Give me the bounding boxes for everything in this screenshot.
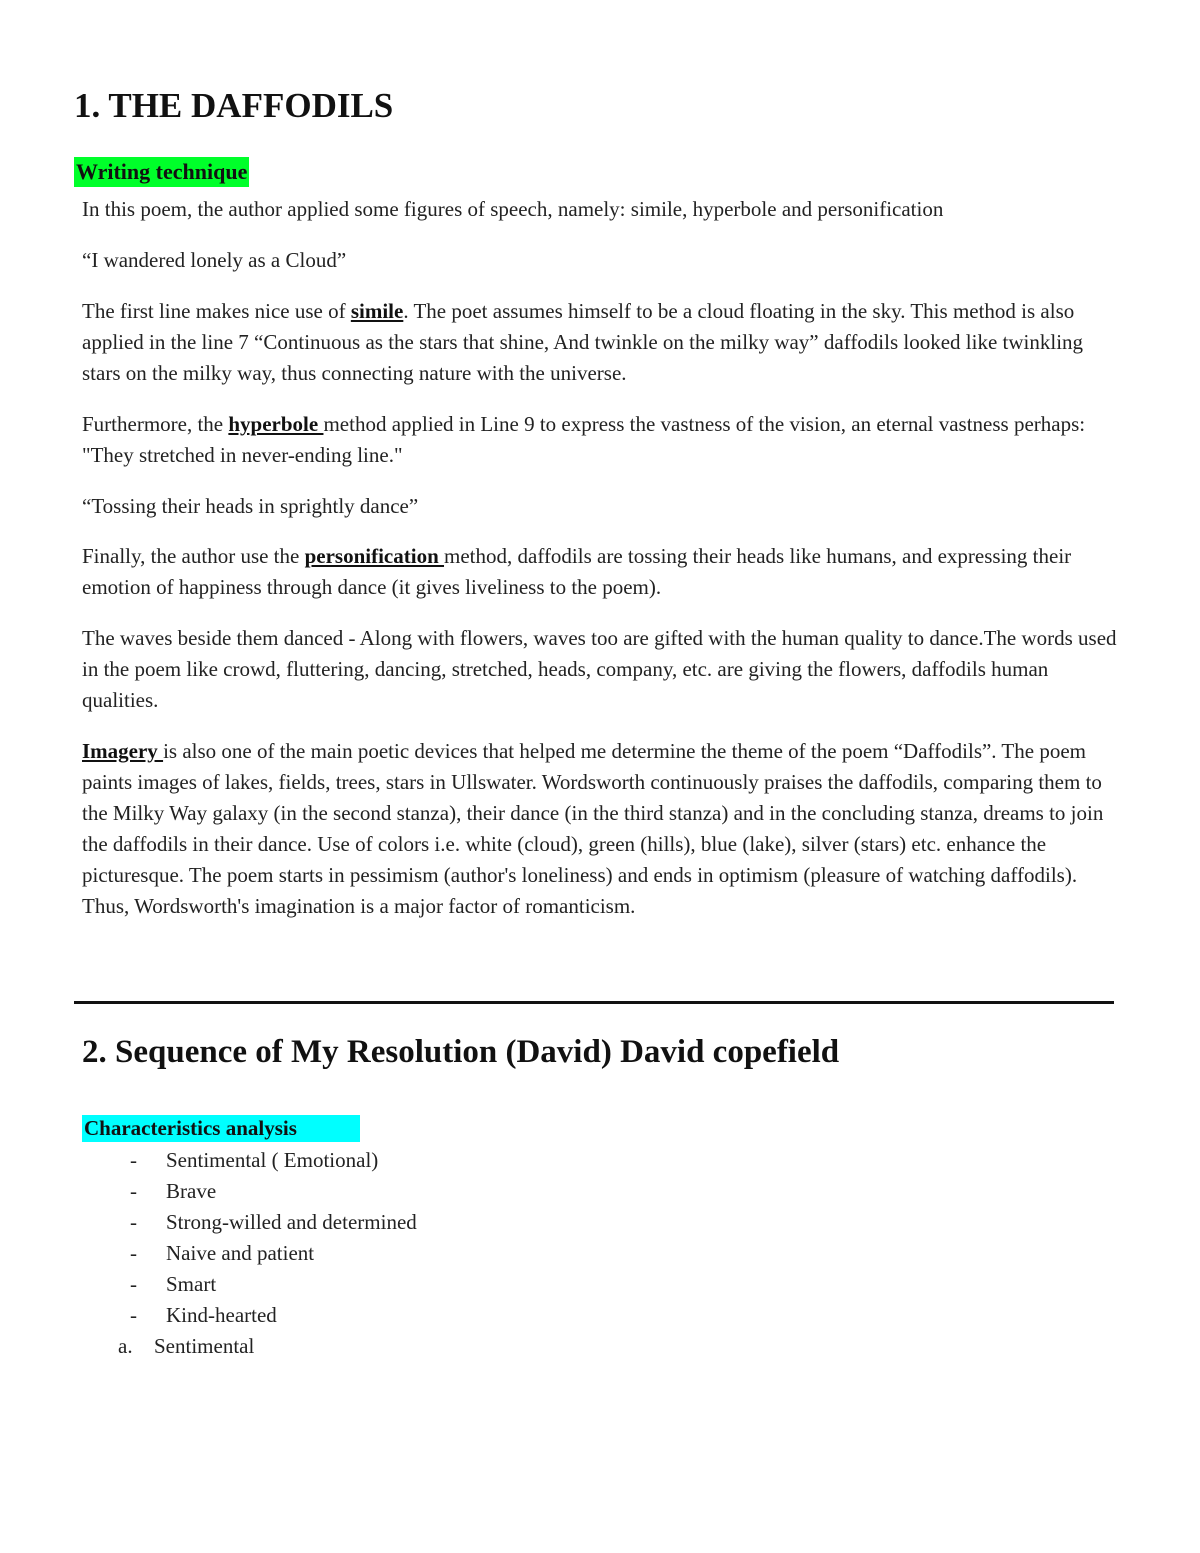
list-bullet: - bbox=[130, 1272, 137, 1296]
list-item bbox=[124, 1300, 417, 1331]
writing-technique-label: Writing technique bbox=[74, 157, 249, 187]
sub-item-marker: a. bbox=[118, 1334, 133, 1358]
characteristics-list bbox=[124, 1145, 417, 1331]
sub-item-label: Sentimental bbox=[154, 1334, 255, 1358]
hyperbole-keyword: hyperbole bbox=[228, 412, 324, 436]
section-2-title: 2. Sequence of My Resolution (David) David copefield bbox=[82, 1034, 840, 1070]
list-bullet: - bbox=[130, 1148, 137, 1172]
paragraph-waves: The waves beside them danced - Along with flowers, waves too are gifted with the human quality to dance.The words used in the poem like crowd, fluttering, dancing, stretched, heads, company, etc. are giving the flowers, daffodils human qualities. bbox=[82, 626, 1117, 712]
list-item-label: Sentimental ( Emotional) bbox=[166, 1148, 379, 1172]
hyperbole-text-after: method applied in Line 9 to express the vastness of the vision, an eternal vastness perhaps: "They stretched in never-ending line." bbox=[82, 412, 1086, 467]
list-item bbox=[124, 1207, 417, 1238]
imagery-text-after: is also one of the main poetic devices that helped me determine the theme of the poem “Daffodils”. The poem paints images of lakes, fields, trees, stars in Ullswater. Wordsworth continuously praises the daffodils, comparing them to the Milky Way galaxy (in the second stanza), their dance (in the third stanza) and in the concluding stanza, dreams to join the daffodils in their dance. Use of colors i.e. white (cloud), green (hills), blue (lake), silver (stars) etc. enhance the picturesque. The poem starts in pessimism (author's loneliness) and ends in optimism (pleasure of watching daffodils). Thus, Wordsworth's imagination is a major factor of romanticism. bbox=[82, 739, 1104, 918]
simile-text-before: The first line makes nice use of bbox=[82, 299, 351, 323]
list-item-label: Brave bbox=[166, 1179, 217, 1203]
personification-keyword: personification bbox=[304, 544, 445, 568]
personification-text-before: Finally, the author use the bbox=[82, 544, 305, 568]
list-item bbox=[124, 1176, 417, 1207]
list-item-label: Naive and patient bbox=[166, 1241, 315, 1265]
list-item-label: Kind-hearted bbox=[166, 1303, 277, 1327]
imagery-keyword: Imagery bbox=[82, 739, 164, 763]
simile-text-after: . The poet assumes himself to be a cloud floating in the sky. This method is also applied in the line 7 “Continuous as the stars that shine, And twinkle on the milky way” daffodils looked like twinkling stars on the milky way, thus connecting nature with the universe. bbox=[82, 299, 1084, 385]
quote-tossing-heads: “Tossing their heads in sprightly dance” bbox=[82, 494, 419, 518]
paragraph-simile bbox=[82, 296, 1122, 389]
hyperbole-text-before: Furthermore, the bbox=[82, 412, 229, 436]
list-bullet: - bbox=[130, 1179, 137, 1203]
list-bullet: - bbox=[130, 1210, 137, 1234]
characteristics-analysis-label: Characteristics analysis bbox=[82, 1115, 360, 1142]
list-item-label: Strong-willed and determined bbox=[166, 1210, 417, 1234]
paragraph-hyperbole bbox=[82, 409, 1122, 471]
sub-item-sentimental bbox=[118, 1331, 254, 1362]
paragraph-personification bbox=[82, 541, 1122, 603]
list-bullet: - bbox=[130, 1241, 137, 1265]
list-item bbox=[124, 1145, 417, 1176]
list-item bbox=[124, 1269, 417, 1300]
list-item-label: Smart bbox=[166, 1272, 217, 1296]
paragraph-imagery bbox=[82, 736, 1122, 922]
simile-keyword: simile bbox=[350, 299, 404, 323]
quote-wandered-lonely: “I wandered lonely as a Cloud” bbox=[82, 248, 347, 272]
paragraph-figures-of-speech: In this poem, the author applied some figures of speech, namely: simile, hyperbole and personification bbox=[82, 197, 944, 221]
list-bullet: - bbox=[130, 1303, 137, 1327]
personification-text-after: method, daffodils are tossing their heads like humans, and expressing their emotion of happiness through dance (it gives liveliness to the poem). bbox=[82, 544, 1072, 599]
section-1-title: 1. THE DAFFODILS bbox=[74, 86, 394, 125]
list-item bbox=[124, 1238, 417, 1269]
section-divider bbox=[74, 1001, 1114, 1004]
